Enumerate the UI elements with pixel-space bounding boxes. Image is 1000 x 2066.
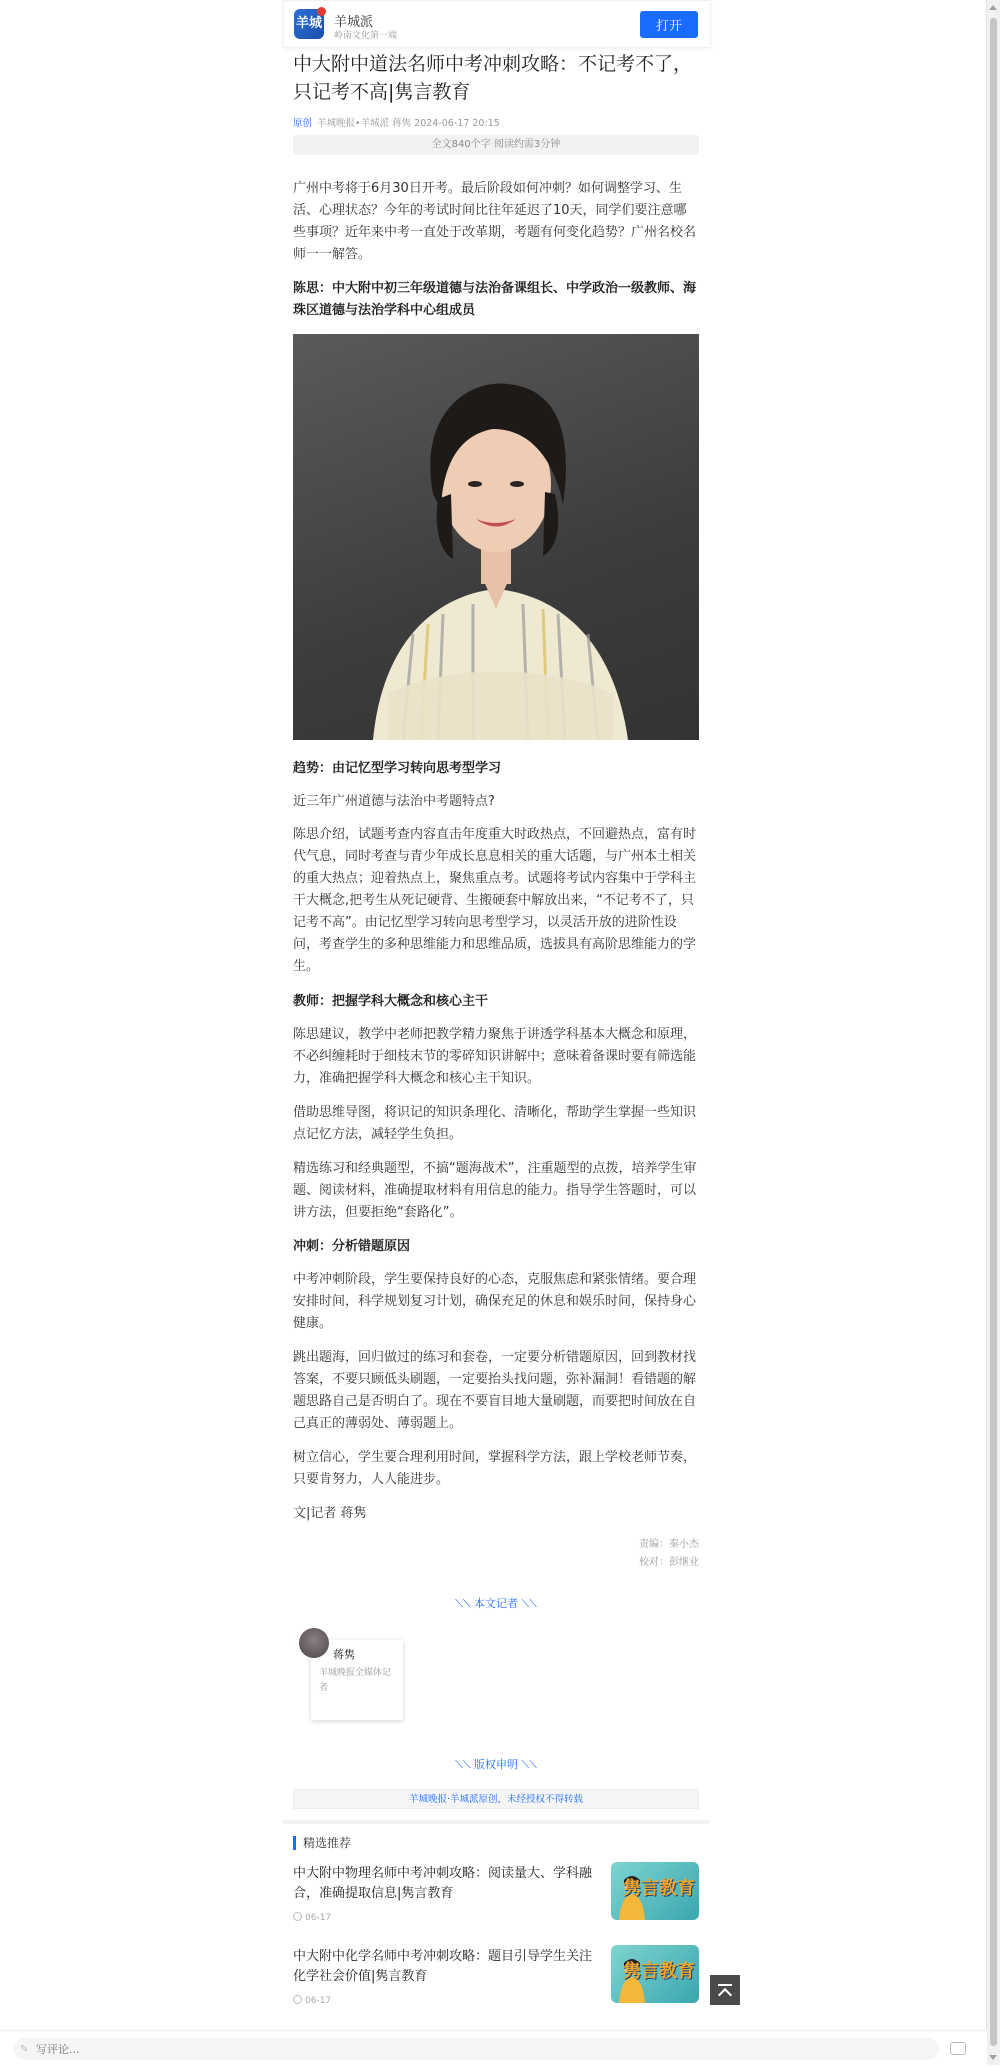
teacher-portrait-image [293, 334, 699, 740]
recommend-item-title[interactable]: 中大附中物理名师中考冲刺攻略：阅读量大、学科融合，准确提取信息|隽言教育 [293, 1866, 593, 1901]
read-info-bar: 全文840个字 阅读约需3分钟 [293, 135, 699, 155]
paragraph-teacher-title: 陈思：中大附中初三年级道德与法治备课组长、中学政治一级教师、海珠区道德与法治学科中心组成员 [293, 281, 697, 318]
recommend-item-thumbnail[interactable] [611, 1945, 699, 2003]
copyright-notice: 羊城晚报·羊城派原创，未经授权不得转载 [293, 1789, 699, 1809]
paragraph-question: 近三年广州道德与法治中考题特点? [293, 794, 495, 809]
logo-dot [317, 7, 326, 16]
editor-info [499, 1536, 699, 1572]
recommend-item-date [293, 1912, 331, 1923]
recommend-item[interactable] [293, 1864, 699, 1930]
recommend-item-date [293, 1995, 331, 2006]
paragraph-advice: 陈思建议，教学中老师把教学精力聚焦于讲透学科基本大概念和原理，不必纠缠耗时于细枝末节的零碎知识讲解中；意味着备课时要有筛选能力，准确把握学科大概念和核心主干知识。 [293, 1027, 697, 1086]
paragraph-mindmap: 借助思维导图，将识记的知识条理化、清晰化，帮助学生掌握一些知识点记忆方法，减轻学生负担。 [293, 1105, 697, 1142]
section-divider [283, 1820, 709, 1824]
reporter-section-header: ⟍⟍ 本文记者 ⟍⟍ [455, 1597, 537, 1610]
copyright-section-header: ⟍⟍ 版权申明 ⟍⟍ [455, 1758, 537, 1771]
clock-icon [293, 1995, 302, 2004]
original-badge: 原创 [293, 118, 313, 129]
comment-input[interactable] [14, 2038, 939, 2060]
teacher-photo [293, 334, 699, 740]
comment-bar [0, 2030, 987, 2066]
reporter-card[interactable] [311, 1640, 403, 1720]
heading-trend: 趋势：由记忆型学习转向思考型学习 [293, 761, 502, 776]
scroll-down-icon[interactable] [989, 2055, 997, 2060]
heading-sprint: 冲刺：分析错题原因 [293, 1239, 411, 1254]
back-to-top-button[interactable] [710, 1975, 740, 2005]
app-logo-text: 羊城 [295, 16, 322, 31]
paragraph-errors: 跳出题海，回归做过的练习和套卷，一定要分析错题原因，回到教材找答案，不要只顾低头刷题，一定要抬头找问题，弥补漏洞！看错题的解题思路自己是否明白了。现在不要盲目地大量刷题，而要把时间放在自己真正的薄弱处、薄弱题上。 [293, 1350, 697, 1431]
recommend-item-thumbnail[interactable] [611, 1862, 699, 1920]
paragraph-intro: 广州中考将于6月30日开考。最后阶段如何冲刺？如何调整学习、生活、心理状态？今年的考试时间比往年延迟了10天，同学们要注意哪些事项？近年来中考一直处于改革期，考题有何变化趋势？广州名校名师一一解答。 [293, 181, 697, 262]
scrollbar-thumb[interactable] [990, 18, 997, 2046]
thumbnail-label: 隽言教育 [623, 1961, 695, 1982]
article-meta [293, 115, 500, 129]
paragraph-confidence: 树立信心，学生要合理利用时间，掌握科学方法，跟上学校老师节奏，只要肯努力，人人能进步。 [293, 1450, 697, 1487]
recommend-title: 精选推荐 [293, 1836, 351, 1850]
recommend-item[interactable] [293, 1947, 699, 2013]
pencil-icon: ✎ [20, 2044, 29, 2055]
recommend-item-date-text: 06-17 [305, 1996, 332, 2006]
page-scrollbar[interactable] [986, 0, 1000, 2065]
reporter-avatar[interactable] [299, 1628, 329, 1658]
paragraph-mindset: 中考冲刺阶段，学生要保持良好的心态，克服焦虑和紧张情绪。要合理安排时间，科学规划复习计划，确保充足的休息和娱乐时间，保持身心健康。 [293, 1272, 697, 1331]
comment-icon[interactable] [950, 2042, 966, 2055]
app-download-bar [283, 0, 711, 48]
scroll-up-icon[interactable] [989, 5, 997, 10]
recommend-item-title[interactable]: 中大附中化学名师中考冲刺攻略：题目引导学生关注化学社会价值|隽言教育 [293, 1949, 593, 1984]
app-slogan: 岭南文化第一端 [334, 31, 398, 41]
reporter-name[interactable]: 蒋隽 [333, 1648, 355, 1661]
article-meta-text: 羊城晚报•羊城派 蒋隽 2024-06-17 20:15 [317, 118, 500, 129]
paragraph-practice: 精选练习和经典题型，不搞“题海战术”，注重题型的点拨，培养学生审题、阅读材料，准确提取材料有用信息的能力。指导学生答题时，可以讲方法，但要拒绝“套路化”。 [293, 1161, 697, 1220]
copyright-section-label: 版权申明 [474, 1758, 518, 1771]
paragraph-trend: 陈思介绍，试题考查内容直击年度重大时政热点，不回避热点，富有时代气息，同时考查与青少年成长息息相关的重大话题，与广州本土相关的重大热点；迎着热点上，聚焦重点考。试题将考试内容集中于学科主干大概念,把考生从死记硬背、生搬硬套中解放出来，“不记考不了，只记考不高”。由记忆型学习转向思考型学习，以灵活开放的进阶性设问，考查学生的多种思维能力和思维品质，选拔具有高阶思维能力的学生。 [293, 827, 697, 974]
article-byline: 文|记者 蒋隽 [293, 1506, 367, 1521]
app-logo-icon [294, 9, 324, 39]
clock-icon [293, 1912, 302, 1921]
app-name: 羊城派 [334, 15, 374, 30]
reporter-desc: 羊城晚报全媒体记者 [319, 1668, 392, 1693]
proofreader-name: 校对：彭继业 [639, 1557, 699, 1568]
editor-name: 责编：秦小杰 [639, 1539, 699, 1550]
open-app-button[interactable]: 打开 [640, 11, 698, 38]
article-title: 中大附中道法名师中考冲刺攻略：不记考不了，只记考不高|隽言教育 [293, 53, 693, 103]
thumbnail-label: 隽言教育 [623, 1878, 695, 1899]
recommend-item-date-text: 06-17 [305, 1913, 332, 1923]
heading-teacher: 教师：把握学科大概念和核心主干 [293, 994, 489, 1009]
reporter-section-label: 本文记者 [474, 1597, 518, 1610]
